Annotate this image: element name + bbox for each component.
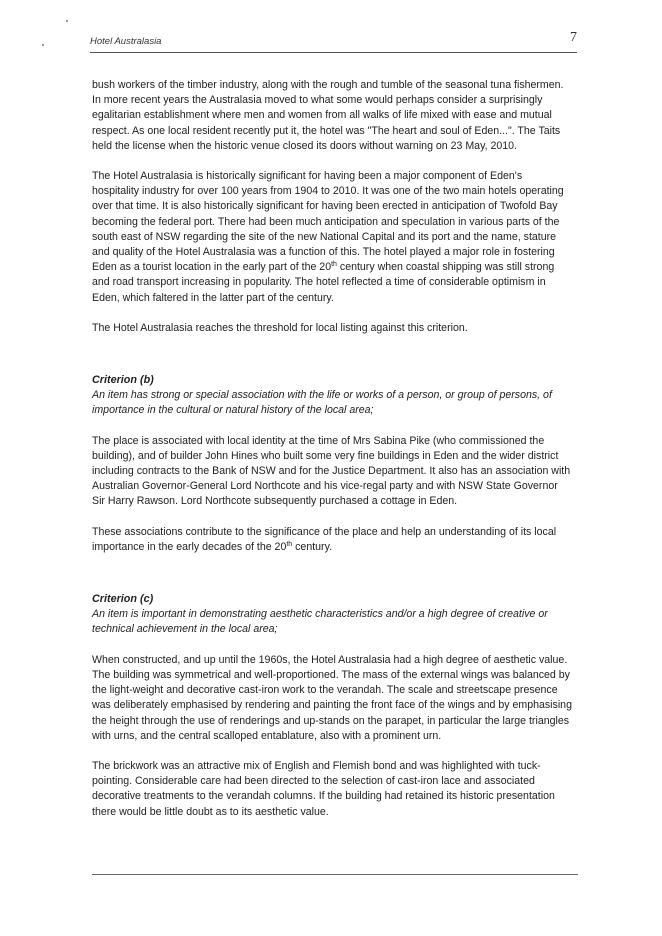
paragraph: The place is associated with local identity at the time of Mrs Sabina Pike (who commissioned the building), and of builder John Hines who built some very fine buildings in Eden and the wider district including contracts to the Bank of NSW and for the Justice Department. It also has an association with Australian Governor-General Lord Northcote and his vice-regal party and with NSW State Governor Sir Harry Rawson. Lord Northcote subsequently purchased a cottage in Eden. [92,434,571,508]
ordinal-superscript: th [286,540,293,548]
paragraph: When constructed, and up until the 1960s, the Hotel Australasia had a high degree of aesthetic value. The building was symmetrical and well-proportioned. The mass of the external wings was balanced by the light-weight and decorative cast-iron work to the verandah. The scale and streetscape presence was deliberately emphasised by rendering and painting the front face of the wings and by emphasising the height through the use of renderings and up-stands on the parapet, in particular the large triangles with urns, and the central scalloped entablature, also with a prominent urn. [92,653,572,742]
scan-speck [42,44,44,46]
header-title: Hotel Australasia [90,36,162,47]
criterion-b-heading: Criterion (b) [92,374,154,387]
criterion-c-heading: Criterion (c) [92,593,154,606]
paragraph: bush workers of the timber industry, along with the rough and tumble of the seasonal tuna fishermen. In more recent years the Australasia moved to what some would perhaps consider a surprisingly egalitarian establishment where men and women from all walks of life mixed with ease and mutual respect. As one local resident recently put it, the hotel was "The heart and soul of Eden...". The Taits held the license when the historic venue closed its doors without warning on 23 May, 2010. [92,79,564,152]
paragraph: The brickwork was an attractive mix of English and Flemish bond and was highlighted with tuck-pointing. Considerable care had been directed to the selection of cast-iron lace and associated decorative treatments to the verandah columns. If the building had retained its historic presentation there would be little doubt as to its aesthetic value. [92,759,555,818]
page-header [90,30,577,53]
paragraph: The Hotel Australasia reaches the threshold for local listing against this criterion. [92,321,468,334]
ordinal-superscript: th [331,261,337,269]
paragraph-text: The Hotel Australasia is historically significant for having been a major component of Eden's hospitality industry for over 100 years from 1904 to 2010. It was one of the two main hotels operating over that time. It is also historically significant for having been erected in anticipation of Twofold Bay becoming the federal port. There had been much anticipation and speculation in various parts of the south east of NSW regarding the site of the new National Capital and its port and the name, stature and quality of the Hotel Australasia was a function of this. The hotel played a major role in fostering Eden as a tourist location in the early part of the 20 [92,170,564,274]
criterion-b-description: An item has strong or special association with the life or works of a person, or group of persons, of importance in the cultural or natural history of the local area; [92,389,552,417]
page-content [92,78,572,820]
paragraph-text: These associations contribute to the significance of the place and help an understanding of its local importance in the early decades of the 20 [92,525,557,553]
scan-speck [66,20,68,22]
paragraph [92,525,572,555]
footer-divider [92,874,578,875]
paragraph-text: century when coastal shipping was still strong and road transport increasing in popularity. The hotel reflected a time of considerable optimism in Eden, which faltered in the latter part of the century. [92,261,555,304]
page-number: 7 [570,30,577,45]
criterion-c-description: An item is important in demonstrating aesthetic characteristics and/or a high degree of creative or technical achievement in the local area; [92,608,548,636]
paragraph-text: century. [292,540,333,553]
paragraph [92,169,572,306]
